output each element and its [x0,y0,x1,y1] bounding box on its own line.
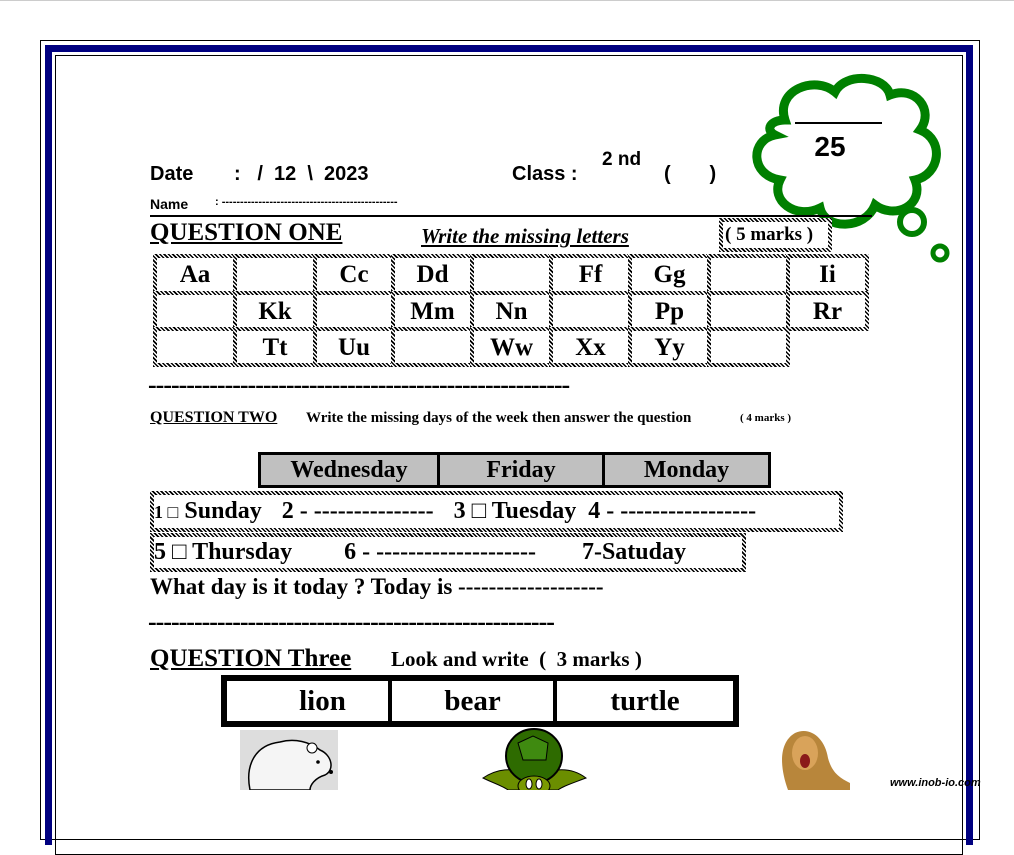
letter-blank-cell[interactable] [391,327,474,367]
word-bank-item: Monday [602,452,771,488]
day-3: 3 □ Tuesday [453,498,577,524]
today-question[interactable]: What day is it today ? Today is ------------------- [150,574,604,599]
letter-blank-cell[interactable] [153,327,237,367]
separator-1: ------------------------------------------------------- [148,370,570,399]
letter-cell: Mm [391,291,474,331]
word-bank-item: Wednesday [258,452,440,488]
letter-cell: Kk [233,291,317,331]
animal-word: turtle [557,681,733,721]
letter-cell: Aa [153,254,237,295]
letter-cell: Uu [313,327,395,367]
q3-title: QUESTION Three [150,645,352,672]
q2-marks: ( 4 marks ) [740,412,792,424]
letter-blank-cell[interactable] [470,254,553,295]
q1-instruction: Write the missing letters [421,224,629,248]
score-total: 25 [814,131,846,162]
header-rule [150,215,872,217]
separator-2: ----------------------------------------------------- [148,607,554,636]
name-field[interactable]: : ------------------------------------------------ [215,196,398,208]
letter-cell: Ii [786,254,869,295]
lion-image [760,728,852,790]
letter-cell: Dd [391,254,474,295]
letter-cell: Xx [549,327,632,367]
q1-marks: ( 5 marks ) [719,218,832,252]
day-4-blank[interactable]: 4 - ----------------- [588,498,757,524]
day-7: 7-Satuday [581,539,686,565]
letter-cell: Ww [470,327,553,367]
day-2-blank[interactable]: 2 - --------------- [281,498,434,524]
letter-blank-cell[interactable] [707,327,790,367]
animal-words-table [221,675,739,727]
letter-cell: Yy [628,327,711,367]
q3-instruction: Look and write ( 3 marks ) [391,647,642,671]
days-line-1 [150,491,843,532]
turtle-image [478,728,590,790]
letter-blank-cell[interactable] [153,291,237,331]
letter-cell: Rr [786,291,869,331]
q2-title: QUESTION TWO [150,409,278,426]
q1-title: QUESTION ONE [150,219,343,246]
letter-blank-cell[interactable] [233,254,317,295]
class-value: 2 nd [602,149,642,170]
class-label: Class : [512,163,578,185]
letter-blank-cell[interactable] [549,291,632,331]
date-label: Date [150,163,194,185]
letter-cell: Tt [233,327,317,367]
letter-blank-cell[interactable] [707,291,790,331]
day-1: Sunday [184,498,262,524]
page-frame [0,0,1014,1]
letter-blank-cell[interactable] [707,254,790,295]
watermark: www.inob-io.com [890,777,981,789]
day-6-blank[interactable]: 6 - -------------------- [344,539,536,565]
letter-blank-cell[interactable] [313,291,395,331]
q2-instruction: Write the missing days of the week then answer the question [306,410,692,426]
day-1-number: 1 □ [154,502,179,522]
letter-cell: Pp [628,291,711,331]
bear-image [240,730,338,790]
date-value[interactable]: : / 12 \ 2023 [234,163,369,185]
word-bank-item: Friday [437,452,605,488]
letter-cell: Cc [313,254,395,295]
letter-cell: Gg [628,254,711,295]
letter-cell: Nn [470,291,553,331]
days-line-2 [150,533,746,572]
letter-cell: Ff [549,254,632,295]
animal-word: bear [392,681,553,721]
name-label: Name [150,196,189,212]
class-section[interactable]: ( ) [664,163,717,185]
word-bank [258,452,771,488]
animal-word: lion [227,681,388,721]
day-5: 5 □ Thursday [154,539,293,565]
